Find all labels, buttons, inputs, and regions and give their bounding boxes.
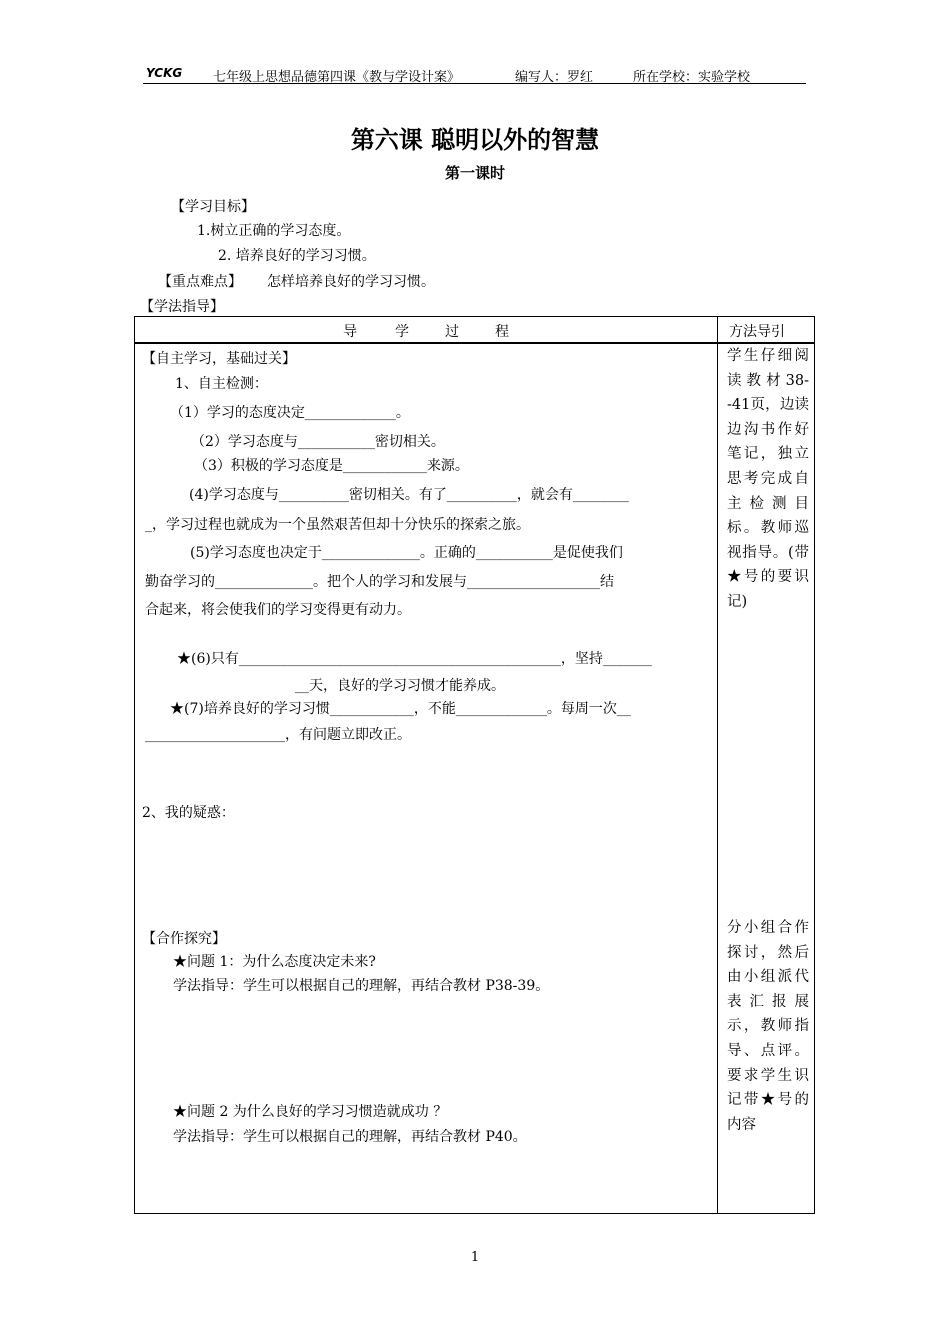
question-line: ____________________，有问题立即改正。	[145, 727, 411, 743]
author: 编写人：罗红	[515, 70, 594, 85]
page-header	[143, 66, 806, 84]
question-line: 合起来，将会使我们的学习变得更有动力。	[145, 602, 411, 618]
question-line: 勤奋学习的______________。把个人的学习和发展与___________________结	[145, 574, 614, 590]
question-line: ★(6)只有______________________________________________，坚持_______	[177, 651, 652, 667]
course-title: 七年级上思想品德第四课《教与学设计案》	[213, 70, 461, 85]
lesson-title: 第六课 聪明以外的智慧	[350, 125, 600, 154]
method-heading: 【学法指导】	[140, 299, 224, 315]
col1-header-char: 过	[445, 324, 459, 340]
method-guide-1: 学生仔细阅读教材38--41页，边读边沟书作好笔记，独立思考完成自主检测目标。教师巡视指导。(带★号的要识记)	[727, 348, 809, 610]
cooperation-heading: 【合作探究】	[142, 931, 226, 947]
page-number: 1	[470, 1250, 480, 1265]
question-line: _，学习过程也就成为一个虽然艰苦但却十分快乐的探索之旅。	[145, 517, 530, 533]
question-line: （3）积极的学习态度是____________来源。	[194, 458, 469, 474]
col2-header: 方法导引	[729, 324, 785, 340]
doubts-label: 2、我的疑惑：	[142, 805, 235, 821]
col1-header-char: 导	[343, 324, 357, 340]
question-line: ★问题 1：为什么态度决定未来?	[173, 954, 376, 970]
objective-item: 1.树立正确的学习态度。	[197, 223, 351, 239]
self-study-heading: 【自主学习，基础过关】	[142, 351, 296, 367]
question-line: （2）学习态度与___________密切相关。	[191, 434, 445, 450]
key-point-text: 怎样培养良好的学习习惯。	[267, 274, 435, 290]
question-line: （1）学习的态度决定_____________。	[170, 405, 410, 421]
objective-item: 2. 培养良好的学习习惯。	[218, 248, 376, 264]
question-line: ★问题 2 为什么良好的学习习惯造就成功 ？	[173, 1104, 448, 1120]
objectives-heading: 【学习目标】	[171, 199, 255, 215]
lesson-subtitle: 第一课时	[444, 164, 505, 182]
method-guide-line: 学法指导：学生可以根据自己的理解，再结合教材 P40。	[173, 1129, 527, 1145]
school: 所在学校：实验学校	[633, 70, 751, 85]
method-guide-line: 学法指导：学生可以根据自己的理解，再结合教材 P38-39。	[173, 978, 550, 994]
question-line: (5)学习态度也决定于______________。正确的___________是促使我们	[190, 545, 623, 561]
method-guide-2: 分小组合作探讨，然后由小组派代表汇报展示，教师指导、点评。要求学生识记带★号的内容	[727, 920, 809, 1133]
key-point-label: 【重点难点】	[158, 274, 242, 290]
question-line: ★(7)培养良好的学习习惯____________，不能_____________。每周一次__	[170, 701, 631, 717]
col1-header-char: 程	[495, 324, 509, 340]
self-check-label: 1、自主检测：	[175, 376, 268, 392]
question-line: __天，良好的学习习惯才能养成。	[295, 678, 505, 694]
question-line: (4)学习态度与__________密切相关。有了__________，就会有________	[189, 487, 629, 503]
brand-logo: YCKG	[146, 66, 183, 80]
header-divider	[134, 342, 815, 344]
column-divider	[717, 316, 718, 1214]
col1-header-char: 学	[395, 324, 409, 340]
